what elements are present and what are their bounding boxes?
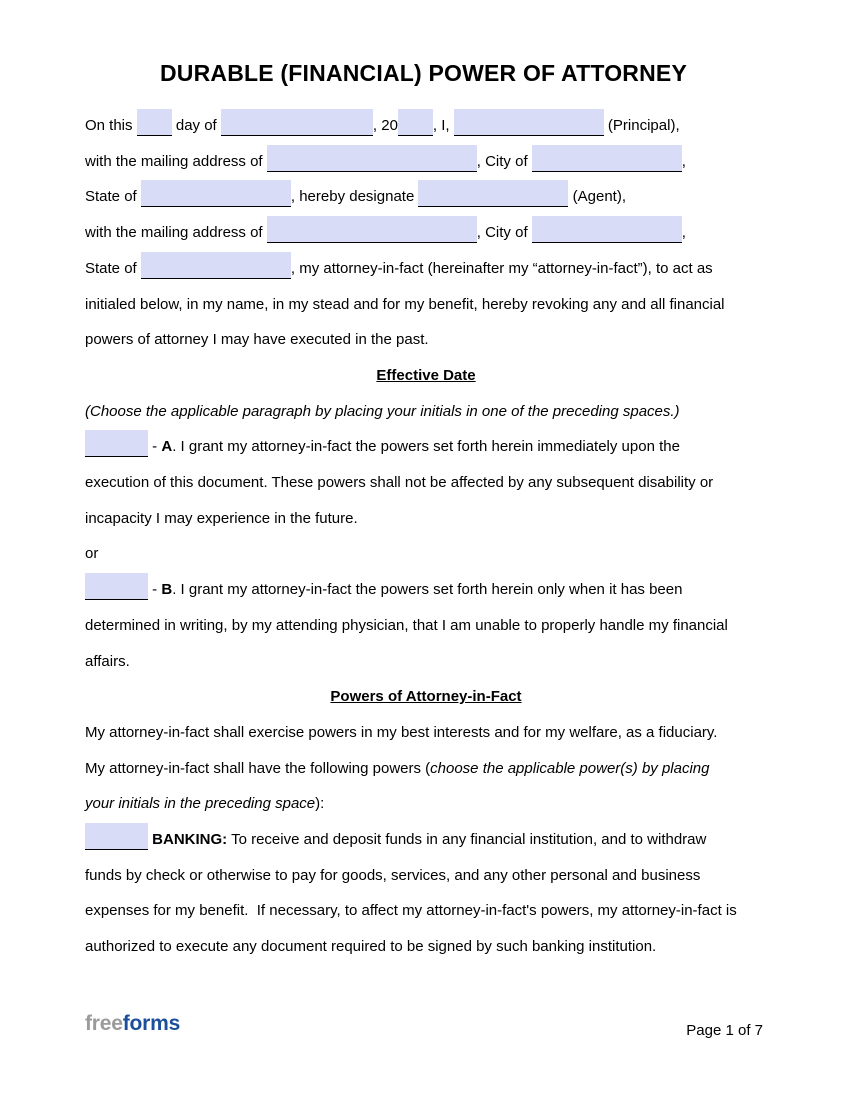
form-line — [85, 572, 767, 608]
principal-name-blank[interactable] — [454, 109, 604, 136]
logo-free-text: free — [85, 1012, 123, 1035]
form-line — [85, 858, 767, 894]
form-line — [85, 501, 767, 537]
form-line — [85, 429, 767, 465]
form-text: My attorney-in-fact shall have the following powers ( — [85, 759, 431, 777]
form-line — [85, 608, 767, 644]
option-b-initials-blank[interactable] — [85, 573, 148, 600]
document-title: DURABLE (FINANCIAL) POWER OF ATTORNEY — [160, 60, 687, 86]
form-text: , I, — [432, 117, 454, 134]
form-line — [85, 893, 767, 929]
form-line — [85, 179, 767, 215]
form-text: initialed below, in my name, in my stead and for my benefit, hereby revoking any and all financial — [85, 295, 725, 313]
form-text: (Principal), — [603, 117, 680, 134]
form-line — [85, 822, 767, 858]
form-text: with the mailing address of — [85, 224, 267, 242]
form-line — [85, 322, 767, 358]
month-blank[interactable] — [221, 109, 373, 136]
form-text: ): — [315, 795, 325, 813]
form-text: (Choose the applicable paragraph by placing your initials in one of the preceding spaces.) — [85, 402, 680, 420]
form-line — [85, 251, 767, 287]
principal-state-blank[interactable] — [141, 180, 291, 207]
form-line — [85, 287, 767, 323]
form-text: day of — [171, 117, 221, 134]
principal-city-blank[interactable] — [532, 145, 682, 172]
form-line — [85, 144, 767, 180]
form-line — [85, 751, 767, 787]
form-text: your initials in the preceding space — [85, 795, 316, 813]
form-text: or — [85, 545, 99, 563]
form-text: (Agent), — [568, 188, 626, 206]
agent-city-blank[interactable] — [532, 216, 682, 243]
agent-name-blank[interactable] — [418, 180, 568, 207]
form-text: , 20 — [372, 117, 398, 134]
form-text: A — [161, 438, 173, 456]
form-text: . I grant my attorney-in-fact the powers set forth herein only when it has been — [172, 581, 683, 599]
section-heading-text: Powers of Attorney-in-Fact — [330, 688, 522, 706]
form-line — [85, 394, 767, 430]
form-text: , City of — [476, 152, 532, 170]
effective-date-heading — [85, 358, 767, 394]
section-heading-text: Effective Date — [376, 366, 476, 384]
form-line — [85, 108, 767, 144]
powers-heading — [85, 679, 767, 715]
form-text: , City of — [476, 224, 532, 242]
form-text: authorized to execute any document required to be signed by such banking institution. — [85, 938, 657, 956]
form-line — [85, 644, 767, 680]
form-text: affairs. — [85, 652, 130, 670]
form-text: To receive and deposit funds in any financial institution, and to withdraw — [227, 831, 707, 849]
agent-state-blank[interactable] — [141, 252, 291, 279]
form-text: - — [148, 581, 162, 599]
form-line — [85, 215, 767, 251]
form-text: State of — [85, 188, 141, 206]
form-text: , — [681, 152, 686, 170]
form-line — [85, 465, 767, 501]
form-text: execution of this document. These powers shall not be affected by any subsequent disability or — [85, 474, 714, 492]
form-line — [85, 929, 767, 965]
form-text: determined in writing, by my attending physician, that I am unable to properly handle my financial — [85, 616, 728, 634]
form-line — [85, 715, 767, 751]
day-blank[interactable] — [137, 109, 172, 136]
form-text: , my attorney-in-fact (hereinafter my “attorney-in-fact”), to act as — [290, 259, 713, 277]
form-text: funds by check or otherwise to pay for goods, services, and any other personal and business — [85, 866, 701, 884]
year-blank[interactable] — [398, 109, 433, 136]
form-text: - — [148, 438, 162, 456]
logo-forms-text: forms — [122, 1012, 181, 1035]
form-text: expenses for my benefit. If necessary, to affect my attorney-in-fact's powers, my attorney-in-fact is — [85, 902, 737, 920]
banking-initials-blank[interactable] — [85, 823, 148, 850]
form-text: BANKING: — [152, 831, 228, 849]
form-text: , — [681, 224, 686, 242]
form-line — [85, 786, 767, 822]
form-text: incapacity I may experience in the future. — [85, 509, 358, 527]
form-text: B — [161, 581, 173, 599]
document-body — [85, 108, 767, 965]
freeforms-logo — [85, 1012, 180, 1036]
form-text: On this — [85, 117, 137, 134]
form-text: My attorney-in-fact shall exercise powers in my best interests and for my welfare, as a fiduciary. — [85, 723, 718, 741]
agent-address-blank[interactable] — [267, 216, 477, 243]
form-text: State of — [85, 259, 141, 277]
form-line — [85, 536, 767, 572]
form-text: with the mailing address of — [85, 152, 267, 170]
principal-address-blank[interactable] — [267, 145, 477, 172]
form-text: choose the applicable power(s) by placing — [430, 759, 710, 777]
form-text: , hereby designate — [290, 188, 419, 206]
option-a-initials-blank[interactable] — [85, 430, 148, 457]
page-number-label: Page 1 of 7 — [686, 1022, 763, 1039]
form-text: powers of attorney I may have executed in the past. — [85, 331, 429, 349]
form-text: . I grant my attorney-in-fact the powers set forth herein immediately upon the — [172, 438, 680, 456]
